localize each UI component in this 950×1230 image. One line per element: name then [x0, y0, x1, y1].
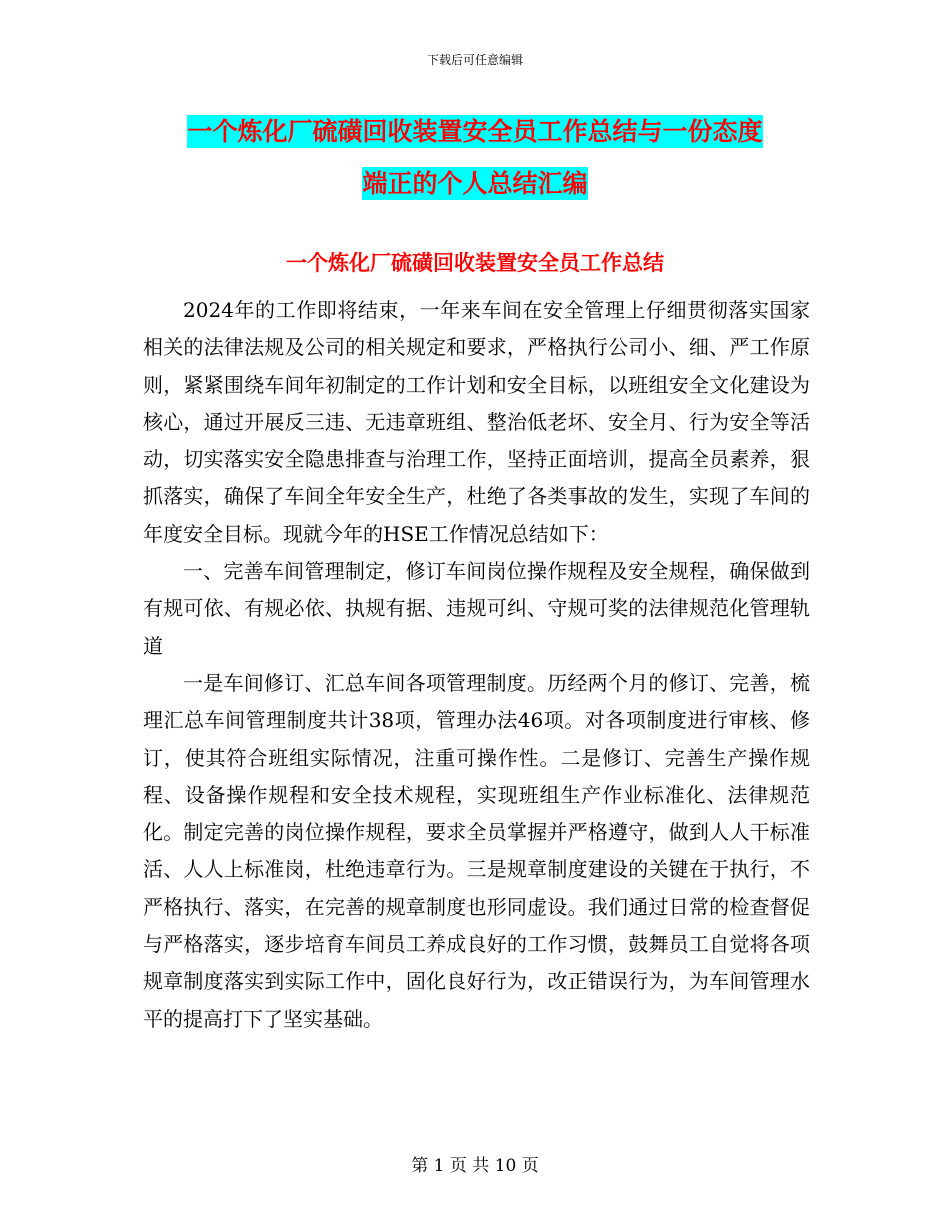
document-title-line-2: 端正的个人总结汇编	[362, 169, 588, 198]
paragraph-intro: 2024年的工作即将结束，一年来车间在安全管理上仔细贯彻落实国家相关的法律法规及公司的相关规定和要求，严格执行公司小、细、严工作原则，紧紧围绕车间年初制定的工作计划和安全目标，以班组安全文化建设为核心，通过开展反三违、无违章班组、整治低老坏、安全月、行为安全等活动，切实落实安全隐患排查与治理工作，坚持正面培训，提高全员素养，狠抓落实，确保了车间全年安全生产，杜绝了各类事故的发生，实现了车间的年度安全目标。现就今年的HSE工作情况总结如下：	[143, 298, 810, 546]
paragraph-details: 一是车间修订、汇总车间各项管理制度。历经两个月的修订、完善，梳理汇总车间管理制度共计38项，管理办法46项。对各项制度进行审核、修订，使其符合班组实际情况，注重可操作性。二是修订、完善生产操作规程、设备操作规程和安全技术规程，实现班组生产作业标准化、法律规范化。制定完善的岗位操作规程，要求全员掌握并严格遵守，做到人人干标准活、人人上标准岗，杜绝违章行为。三是规章制度建设的关键在于执行，不严格执行、落实，在完善的规章制度也形同虚设。我们通过日常的检查督促与严格落实，逐步培育车间员工养成良好的工作习惯，鼓舞员工自觉将各项规章制度落实到实际工作中，固化良好行为，改正错误行为，为车间管理水平的提高打下了坚实基础。	[143, 670, 810, 1031]
document-title-line-1: 一个炼化厂硫磺回收装置安全员工作总结与一份态度	[187, 117, 763, 146]
section-title: 一个炼化厂硫磺回收装置安全员工作总结	[286, 251, 664, 275]
document-body	[143, 292, 810, 1038]
paragraph-heading-one: 一、完善车间管理制定，修订车间岗位操作规程及安全规程，确保做到有规可依、有规必依、执规有据、违规可纠、守规可奖的法律规范化管理轨道	[143, 559, 810, 658]
page-footer-page-number: 第 1 页 共 10 页	[411, 1156, 539, 1176]
page-header-note: 下载后可任意编辑	[426, 53, 523, 67]
document-title	[60, 106, 890, 210]
